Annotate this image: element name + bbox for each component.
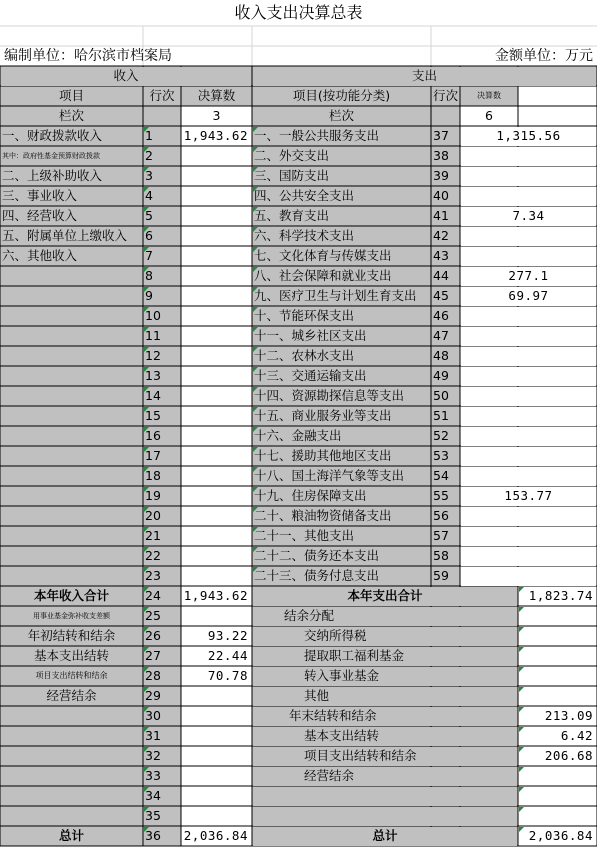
income-line-no[interactable]: 3 [145, 167, 153, 183]
summary-right-label[interactable]: 基本支出结转 [304, 727, 380, 743]
expense-line-no[interactable]: 47 [433, 327, 449, 343]
expense-item-label[interactable]: 六、科学技术支出 [254, 227, 355, 243]
amount-unit: 金额单位：万元 [495, 48, 593, 64]
expense-amount[interactable] [460, 326, 597, 346]
income-line-no[interactable]: 8 [145, 267, 153, 283]
expense-item-label[interactable]: 三、国防支出 [254, 167, 330, 183]
expense-line-no[interactable]: 58 [433, 547, 449, 563]
income-amount[interactable] [181, 386, 252, 406]
summary-line-no[interactable]: 24 [145, 587, 161, 603]
summary-line-no[interactable]: 34 [145, 787, 161, 803]
document-title: 收入支出决算总表 [234, 3, 363, 22]
summary-line-no[interactable]: 30 [145, 707, 161, 723]
expense-line-no[interactable]: 52 [433, 427, 449, 443]
income-line-no[interactable]: 16 [145, 427, 161, 443]
income-item-label[interactable] [0, 546, 143, 566]
expense-item-label[interactable]: 十九、住房保障支出 [254, 487, 367, 503]
summary-left-label[interactable] [0, 726, 143, 746]
summary-right-label[interactable] [252, 806, 518, 826]
expense-line-no[interactable]: 45 [433, 287, 449, 303]
income-amount[interactable] [181, 186, 252, 206]
summary-left-label[interactable]: 项目支出结转和结余 [35, 671, 108, 680]
final-amount2-header[interactable]: 决算数 [477, 91, 501, 100]
expense-line-no[interactable]: 44 [433, 267, 449, 283]
summary-left-amount[interactable] [181, 726, 252, 746]
income-amount[interactable] [181, 266, 252, 286]
income-amount[interactable] [181, 146, 252, 166]
summary-left-amount[interactable] [181, 686, 252, 706]
expense-item-label[interactable]: 七、文化体育与传媒支出 [254, 247, 392, 263]
expense-line-no[interactable]: 39 [433, 167, 449, 183]
expense-item-label[interactable]: 十二、农林水支出 [254, 347, 355, 363]
income-line-no[interactable]: 7 [145, 247, 153, 263]
col6[interactable]: 6 [485, 107, 493, 123]
income-amount[interactable] [181, 406, 252, 426]
income-item-label[interactable] [0, 566, 143, 586]
summary-right-amount[interactable]: 1,823.74 [528, 587, 593, 603]
summary-right-amount[interactable] [518, 806, 597, 826]
expense-line-no[interactable]: 37 [433, 127, 449, 143]
summary-left-amount[interactable]: 1,943.62 [183, 587, 248, 603]
income-header[interactable]: 收入 [113, 67, 139, 83]
summary-left-label[interactable]: 本年收入合计 [33, 587, 109, 603]
income-amount[interactable] [181, 426, 252, 446]
summary-line-no[interactable]: 28 [145, 667, 161, 683]
income-amount[interactable] [181, 206, 252, 226]
income-line-no[interactable]: 15 [145, 407, 161, 423]
income-amount[interactable] [181, 166, 252, 186]
expense-amount[interactable] [460, 366, 597, 386]
expense-line-no[interactable]: 55 [433, 487, 449, 503]
income-amount[interactable]: 1,943.62 [183, 127, 248, 143]
income-item-label[interactable]: 四、经营收入 [2, 207, 78, 223]
income-line-no[interactable]: 21 [145, 527, 161, 543]
summary-right-label[interactable]: 本年支出合计 [347, 587, 423, 603]
income-amount[interactable] [181, 226, 252, 246]
summary-left-amount[interactable]: 2,036.84 [183, 827, 248, 843]
summary-right-amount[interactable] [518, 766, 597, 786]
income-amount[interactable] [181, 286, 252, 306]
expense-header[interactable]: 支出 [411, 67, 437, 83]
summary-line-no[interactable]: 35 [145, 807, 161, 823]
expense-item-label[interactable]: 十五、商业服务业等支出 [254, 407, 392, 423]
summary-left-label[interactable]: 基本支出结转 [33, 647, 109, 663]
col-label[interactable]: 栏次 [58, 107, 84, 123]
expense-line-no[interactable]: 49 [433, 367, 449, 383]
summary-line-no[interactable]: 32 [145, 747, 161, 763]
income-amount[interactable] [181, 326, 252, 346]
expense-line-no[interactable]: 50 [433, 387, 449, 403]
expense-item-label[interactable]: 四、公共安全支出 [254, 187, 355, 203]
expense-item-label[interactable]: 十三、交通运输支出 [254, 367, 367, 383]
summary-right-label[interactable]: 项目支出结转和结余 [304, 747, 417, 763]
expense-amount[interactable] [460, 506, 597, 526]
expense-item-label[interactable]: 十八、国土海洋气象等支出 [254, 467, 405, 483]
income-item-label[interactable] [0, 526, 143, 546]
expense-amount[interactable]: 153.77 [504, 487, 553, 503]
summary-left-label[interactable] [0, 766, 143, 786]
expense-item-label[interactable]: 一、一般公共服务支出 [254, 127, 380, 143]
expense-amount[interactable]: 1,315.56 [496, 127, 561, 143]
income-item-label[interactable] [0, 506, 143, 526]
summary-line-no[interactable]: 36 [145, 827, 161, 843]
income-item-label[interactable] [0, 306, 143, 326]
income-amount[interactable] [181, 486, 252, 506]
income-amount[interactable] [181, 366, 252, 386]
income-item-label[interactable] [0, 446, 143, 466]
summary-right-amount[interactable] [518, 646, 597, 666]
summary-right-amount[interactable]: 206.68 [544, 747, 593, 763]
income-line-no[interactable]: 6 [145, 227, 153, 243]
expense-item-label[interactable]: 二、外交支出 [254, 147, 330, 163]
expense-line-no[interactable]: 51 [433, 407, 449, 423]
income-item-label[interactable] [0, 326, 143, 346]
income-amount[interactable] [181, 246, 252, 266]
income-line-no[interactable]: 20 [145, 507, 161, 523]
summary-left-label[interactable] [0, 806, 143, 826]
summary-right-label[interactable]: 年末结转和结余 [289, 707, 377, 723]
expense-item-label[interactable]: 二十三、债务付息支出 [254, 567, 380, 583]
expense-line-no[interactable]: 57 [433, 527, 449, 543]
expense-amount[interactable] [460, 346, 597, 366]
income-line-no[interactable]: 1 [145, 127, 153, 143]
summary-left-amount[interactable] [181, 606, 252, 626]
income-line-no[interactable]: 9 [145, 287, 153, 303]
income-amount[interactable] [181, 346, 252, 366]
income-line-no[interactable]: 22 [145, 547, 161, 563]
summary-right-label[interactable]: 结余分配 [284, 607, 335, 623]
expense-amount[interactable] [460, 426, 597, 446]
expense-amount[interactable] [460, 386, 597, 406]
income-item-label[interactable]: 三、事业收入 [2, 187, 78, 203]
item-header[interactable]: 项目 [58, 87, 84, 103]
expense-line-no[interactable]: 54 [433, 467, 449, 483]
income-line-no[interactable]: 12 [145, 347, 161, 363]
expense-item-label[interactable]: 十四、资源勘探信息等支出 [254, 387, 405, 403]
expense-amount[interactable] [460, 246, 597, 266]
expense-line-no[interactable]: 56 [433, 507, 449, 523]
income-line-no[interactable]: 4 [145, 187, 153, 203]
expense-amount[interactable]: 7.34 [512, 207, 545, 223]
summary-right-label[interactable]: 其他 [304, 687, 330, 703]
income-line-no[interactable]: 19 [145, 487, 161, 503]
expense-item-label[interactable]: 十六、金融支出 [254, 427, 342, 443]
income-item-label[interactable] [0, 386, 143, 406]
final-amount-header[interactable]: 决算数 [197, 87, 236, 103]
income-amount[interactable] [181, 506, 252, 526]
income-item-label[interactable]: 六、其他收入 [2, 247, 78, 263]
expense-amount[interactable] [460, 546, 597, 566]
income-item-label[interactable] [0, 286, 143, 306]
expense-amount[interactable] [460, 466, 597, 486]
item-func-header[interactable]: 项目(按功能分类) [292, 87, 391, 103]
income-amount[interactable] [181, 306, 252, 326]
income-item-label[interactable]: 五、附属单位上缴收入 [2, 227, 128, 243]
summary-left-amount[interactable] [181, 786, 252, 806]
summary-left-label[interactable] [0, 746, 143, 766]
expense-amount[interactable] [460, 446, 597, 466]
expense-item-label[interactable]: 二十、粮油物资储备支出 [254, 507, 392, 523]
income-line-no[interactable]: 11 [145, 327, 161, 343]
expense-amount[interactable]: 277.1 [508, 267, 549, 283]
expense-line-no[interactable]: 41 [433, 207, 449, 223]
income-item-label[interactable] [0, 486, 143, 506]
expense-line-no[interactable]: 46 [433, 307, 449, 323]
expense-item-label[interactable]: 十一、城乡社区支出 [254, 327, 367, 343]
summary-left-amount[interactable] [181, 746, 252, 766]
summary-left-label[interactable]: 总计 [58, 827, 84, 843]
income-line-no[interactable]: 23 [145, 567, 161, 583]
income-line-no[interactable]: 13 [145, 367, 161, 383]
summary-right-amount[interactable] [518, 786, 597, 806]
expense-item-label[interactable]: 五、教育支出 [254, 207, 330, 223]
summary-line-no[interactable]: 27 [145, 647, 161, 663]
summary-left-label[interactable]: 经营结余 [46, 687, 97, 703]
expense-line-no[interactable]: 40 [433, 187, 449, 203]
summary-line-no[interactable]: 29 [145, 687, 161, 703]
expense-line-no[interactable]: 48 [433, 347, 449, 363]
income-amount[interactable] [181, 466, 252, 486]
summary-left-label[interactable] [0, 786, 143, 806]
expense-amount[interactable] [460, 226, 597, 246]
summary-line-no[interactable]: 25 [145, 607, 161, 623]
income-amount[interactable] [181, 546, 252, 566]
income-line-no[interactable]: 17 [145, 447, 161, 463]
summary-left-amount[interactable] [181, 706, 252, 726]
summary-left-label[interactable] [0, 706, 143, 726]
summary-left-amount[interactable]: 22.44 [207, 647, 248, 663]
expense-item-label[interactable]: 二十一、其他支出 [254, 527, 355, 543]
summary-line-no[interactable]: 26 [145, 627, 161, 643]
income-item-label[interactable] [0, 426, 143, 446]
summary-right-amount[interactable] [518, 666, 597, 686]
expense-line-no[interactable]: 59 [433, 567, 449, 583]
expense-amount[interactable] [460, 526, 597, 546]
income-item-label[interactable]: 一、财政拨款收入 [2, 127, 103, 143]
income-amount[interactable] [181, 446, 252, 466]
income-line-no[interactable]: 5 [145, 207, 153, 223]
summary-right-amount[interactable]: 6.42 [560, 727, 593, 743]
expense-amount[interactable] [460, 406, 597, 426]
income-item-label[interactable] [0, 466, 143, 486]
summary-right-label[interactable]: 总计 [372, 827, 398, 843]
summary-left-amount[interactable]: 70.78 [207, 667, 248, 683]
compiling-unit: 编制单位：哈尔滨市档案局 [4, 48, 172, 64]
expense-item-label[interactable]: 十七、援助其他地区支出 [254, 447, 392, 463]
summary-left-amount[interactable] [181, 806, 252, 826]
income-line-no[interactable]: 10 [145, 307, 161, 323]
expense-amount[interactable] [460, 166, 597, 186]
income-item-label[interactable]: 二、上级补助收入 [2, 167, 103, 183]
expense-item-label[interactable]: 八、社会保障和就业支出 [254, 267, 392, 283]
line-no-header[interactable]: 行次 [149, 87, 175, 103]
summary-left-label[interactable]: 用事业基金弥补收支差额 [33, 611, 110, 620]
summary-right-label[interactable]: 提取职工福利基金 [304, 647, 405, 663]
summary-left-amount[interactable] [181, 766, 252, 786]
expense-item-label[interactable]: 二十二、债务还本支出 [254, 547, 380, 563]
line-no2-header[interactable]: 行次 [433, 87, 459, 103]
income-line-no[interactable]: 18 [145, 467, 161, 483]
income-amount[interactable] [181, 526, 252, 546]
summary-left-amount[interactable]: 93.22 [207, 627, 248, 643]
summary-line-no[interactable]: 31 [145, 727, 161, 743]
expense-item-label[interactable]: 九、医疗卫生与计划生育支出 [254, 287, 417, 303]
summary-right-amount[interactable] [518, 686, 597, 706]
expense-amount[interactable]: 69.97 [508, 287, 549, 303]
summary-right-amount[interactable]: 213.09 [544, 707, 593, 723]
col-label2[interactable]: 栏次 [328, 107, 354, 123]
expense-amount[interactable] [460, 306, 597, 326]
expense-line-no[interactable]: 53 [433, 447, 449, 463]
income-item-label[interactable] [0, 346, 143, 366]
expense-item-label[interactable]: 十、节能环保支出 [254, 307, 355, 323]
income-item-label[interactable] [0, 266, 143, 286]
expense-line-no[interactable]: 42 [433, 227, 449, 243]
expense-amount[interactable] [460, 566, 597, 586]
expense-line-no[interactable]: 38 [433, 147, 449, 163]
summary-right-amount[interactable] [518, 626, 597, 646]
summary-line-no[interactable]: 33 [145, 767, 161, 783]
expense-line-no[interactable]: 43 [433, 247, 449, 263]
summary-right-label[interactable]: 经营结余 [304, 767, 355, 783]
summary-right-amount[interactable]: 2,036.84 [528, 827, 593, 843]
summary-left-label[interactable]: 年初结转和结余 [27, 627, 116, 643]
expense-amount[interactable] [460, 146, 597, 166]
income-item-label[interactable] [0, 366, 143, 386]
summary-right-label[interactable] [252, 786, 518, 806]
income-item-label[interactable] [0, 406, 143, 426]
summary-right-amount[interactable] [518, 606, 597, 626]
income-line-no[interactable]: 2 [145, 147, 153, 163]
income-line-no[interactable]: 14 [145, 387, 161, 403]
col3[interactable]: 3 [212, 107, 221, 123]
summary-right-label[interactable]: 交纳所得税 [304, 627, 367, 643]
income-amount[interactable] [181, 566, 252, 586]
summary-right-label[interactable]: 转入事业基金 [304, 667, 380, 683]
income-item-label[interactable]: 其中：政府性基金预算财政拨款 [2, 151, 100, 160]
expense-amount[interactable] [460, 186, 597, 206]
